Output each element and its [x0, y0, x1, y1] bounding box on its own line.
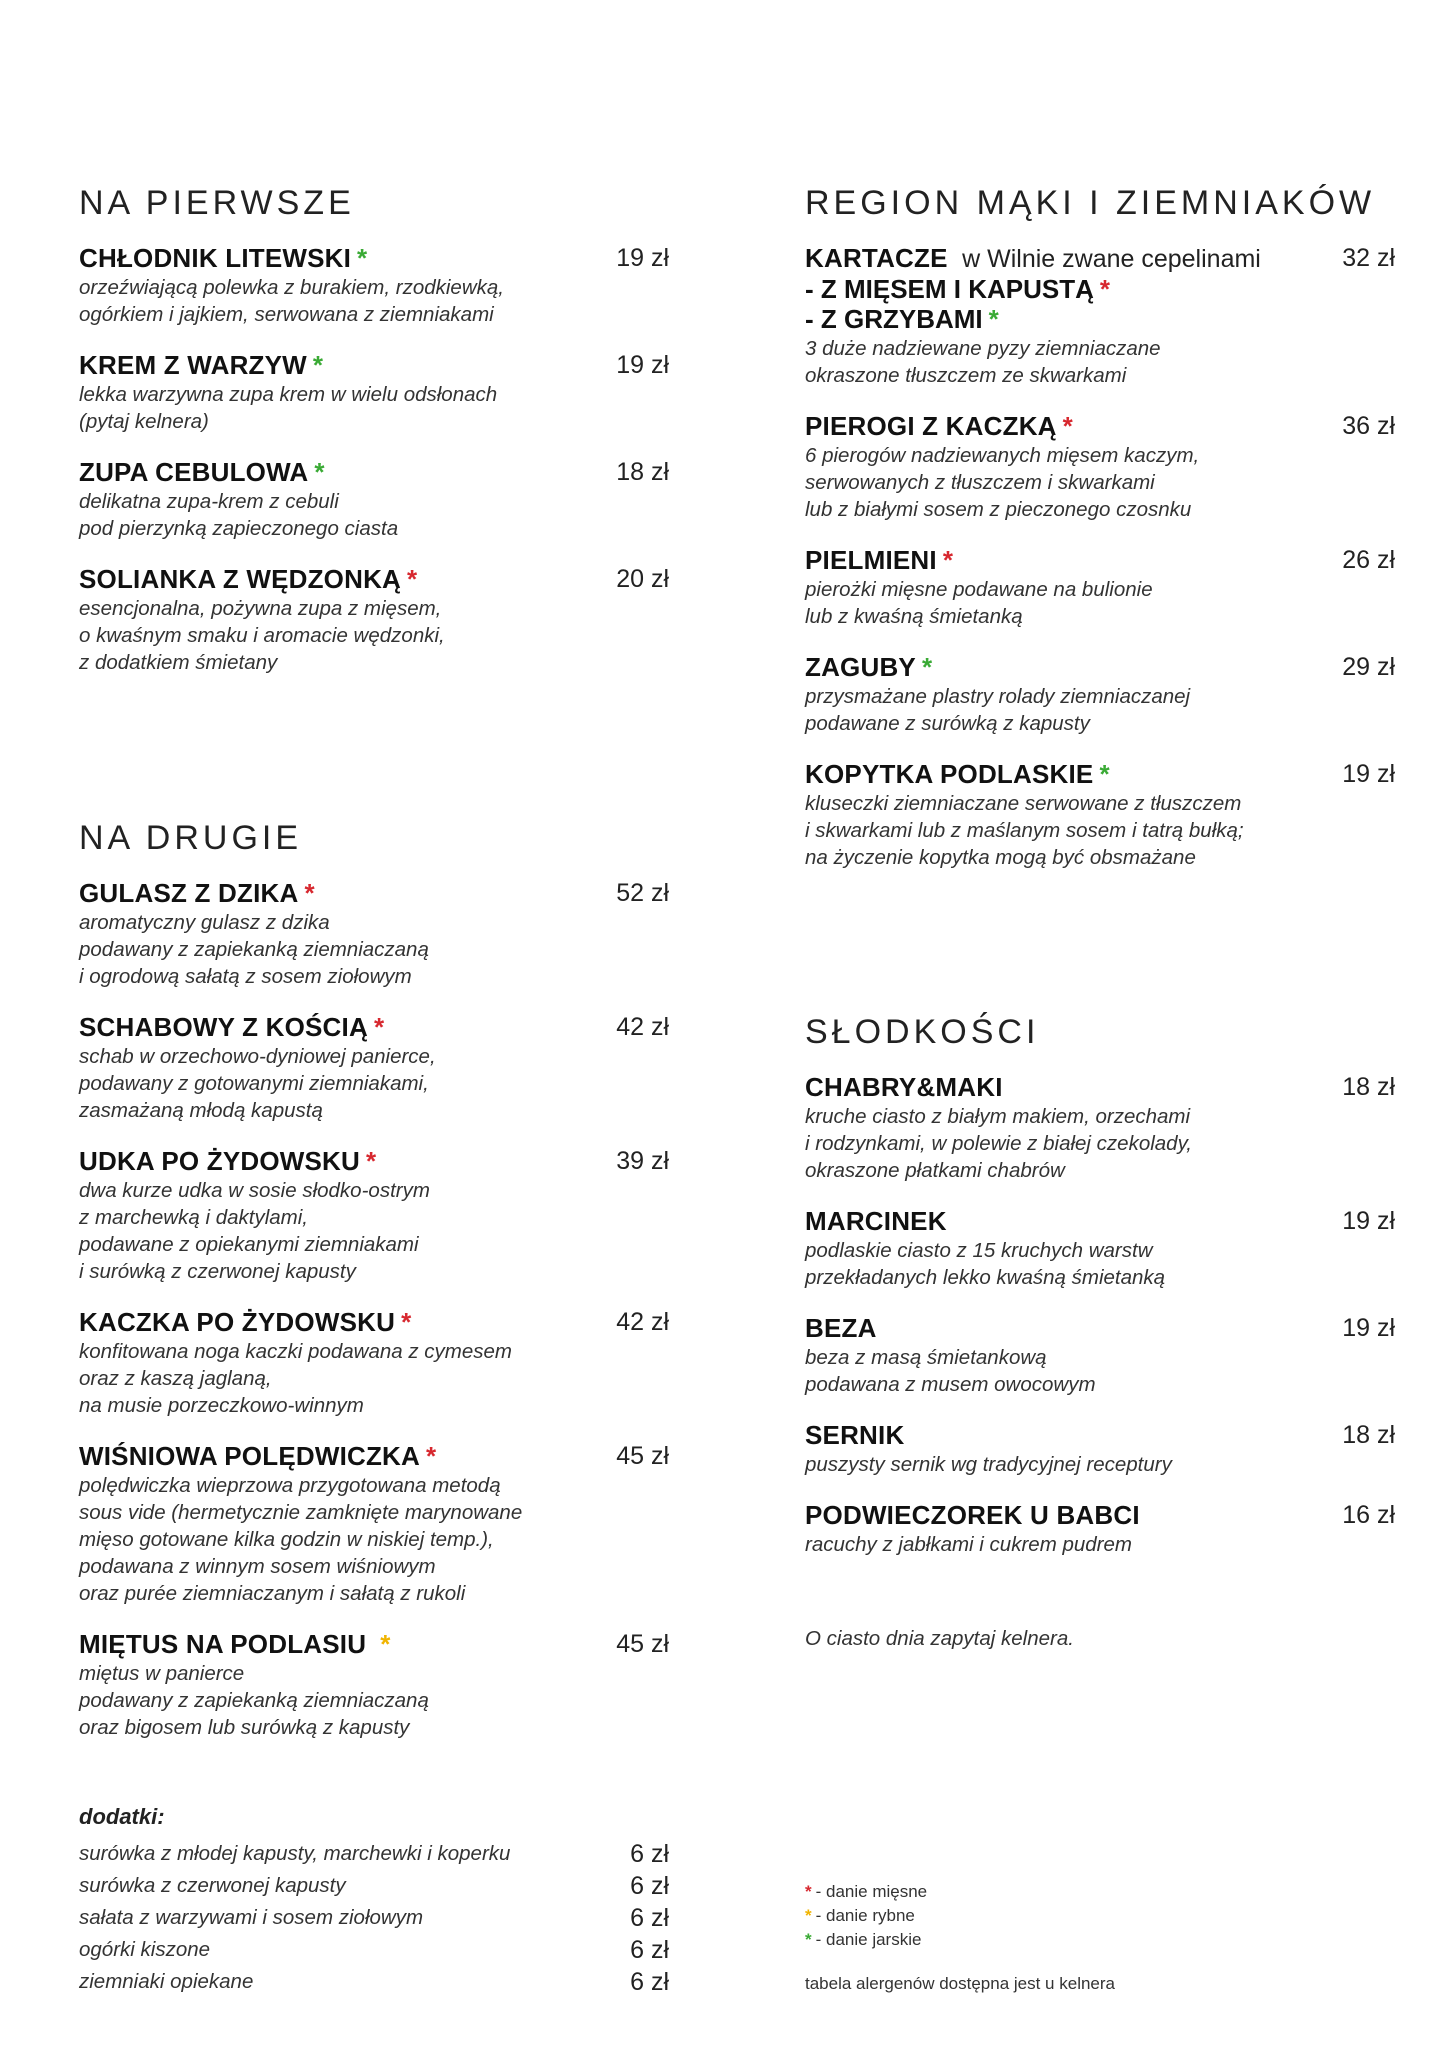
- cake-of-day-note: O ciasto dnia zapytaj kelnera.: [805, 1627, 1074, 1650]
- item-description: lekka warzywna zupa krem w wielu odsłonach (pytaj kelnera): [79, 383, 498, 433]
- item-price: 39 zł: [616, 1147, 669, 1175]
- section-dodatki: [79, 1804, 669, 1998]
- item-name: SCHABOWY Z KOŚCIĄ: [79, 1012, 368, 1042]
- item-description: konfitowana noga kaczki podawana z cymesem oraz z kaszą jaglaną, na musie porzeczkowo-winnym: [79, 1340, 513, 1417]
- veg-star-icon: *: [314, 457, 325, 487]
- item-description: puszysty sernik wg tradycyjnej receptury: [805, 1453, 1172, 1476]
- menu-item: [79, 878, 669, 990]
- item-price: 32 zł: [1342, 244, 1395, 272]
- item-price: 19 zł: [1342, 1314, 1395, 1342]
- variant-name: - Z GRZYBAMI: [805, 304, 983, 334]
- item-name: SOLIANKA Z WĘDZONKĄ: [79, 564, 402, 594]
- veg-star-icon: *: [1099, 759, 1110, 789]
- dodatki-title: dodatki:: [79, 1804, 165, 1829]
- menu-item: [805, 1313, 1395, 1398]
- item-price: 36 zł: [1342, 412, 1395, 440]
- item-name: ZAGUBY: [805, 652, 916, 682]
- item-price: 45 zł: [616, 1630, 669, 1658]
- side-dish-row: [79, 1966, 669, 1998]
- veg-star-icon: *: [921, 652, 933, 682]
- item-name: CHABRY&MAKI: [805, 1072, 1003, 1102]
- item-description: beza z masą śmietankową podawana z musem owocowym: [805, 1346, 1096, 1396]
- menu-item: [805, 411, 1395, 523]
- item-description: aromatyczny gulasz z dzika podawany z zapiekanką ziemniaczaną i ogrodową sałatą z sosem ziołowym: [79, 911, 429, 988]
- side-dish-name: sałata z warzywami i sosem ziołowym: [79, 1906, 424, 1929]
- item-name: BEZA: [805, 1313, 877, 1343]
- allergen-note: tabela alergenów dostępna jest u kelnera: [805, 1974, 1115, 1993]
- side-dish-price: 6 zł: [630, 1904, 669, 1932]
- item-name: KARTACZE: [805, 243, 948, 273]
- item-name: ZUPA CEBULOWA: [79, 457, 309, 487]
- side-dish-row: [79, 1934, 669, 1966]
- menu-item: [805, 1206, 1395, 1291]
- meat-star-icon: *: [407, 564, 418, 594]
- side-dish-price: 6 zł: [630, 1936, 669, 1964]
- menu-item: [79, 1441, 669, 1607]
- item-description: podlaskie ciasto z 15 kruchych warstw przekładanych lekko kwaśną śmietanką: [805, 1239, 1166, 1289]
- item-description: schab w orzechowo-dyniowej panierce, podawany z gotowanymi ziemniakami, zasmażaną młodą kapustą: [79, 1045, 436, 1122]
- item-name: CHŁODNIK LITEWSKI: [79, 243, 352, 273]
- item-description: przysmażane plastry rolady ziemniaczanej podawane z surówką z kapusty: [805, 685, 1191, 735]
- item-name: UDKA PO ŻYDOWSKU: [79, 1146, 361, 1176]
- meat-star-icon: *: [366, 1146, 377, 1176]
- legend-label: - danie rybne: [815, 1906, 915, 1925]
- side-dish-name: ziemniaki opiekane: [79, 1970, 254, 1993]
- item-name: KOPYTKA PODLASKIE: [805, 759, 1094, 789]
- meat-star-icon: *: [401, 1307, 412, 1337]
- item-price: 19 zł: [616, 244, 669, 272]
- menu-item: [805, 652, 1395, 737]
- menu-item: [79, 243, 669, 328]
- variant-line: [805, 304, 1395, 334]
- menu-item: [805, 545, 1395, 630]
- item-name: KREM Z WARZYW: [79, 350, 307, 380]
- meat-star-icon: *: [426, 1441, 437, 1471]
- menu-item: [79, 1307, 669, 1419]
- item-name: PIEROGI Z KACZKĄ: [805, 411, 1057, 441]
- veg-star-icon: *: [312, 350, 324, 380]
- menu-item: [805, 1072, 1395, 1184]
- item-price: 20 zł: [616, 565, 669, 593]
- item-price: 42 zł: [616, 1308, 669, 1336]
- menu-item: [805, 759, 1395, 871]
- item-price: 52 zł: [616, 879, 669, 907]
- item-description: pierożki mięsne podawane na bulionie lub z kwaśną śmietanką: [805, 578, 1153, 628]
- item-price: 18 zł: [616, 458, 669, 486]
- item-description: racuchy z jabłkami i cukrem pudrem: [805, 1533, 1132, 1556]
- item-description: kruche ciasto z białym makiem, orzechami i rodzynkami, w polewie z białej czekolady, okraszone płatkami chabrów: [805, 1105, 1193, 1182]
- item-description: 3 duże nadziewane pyzy ziemniaczane okraszone tłuszczem ze skwarkami: [805, 337, 1161, 387]
- meat-star-icon: *: [304, 878, 315, 908]
- section-slodkosci: [805, 1012, 1395, 1580]
- item-description: esencjonalna, pożywna zupa z mięsem, o kwaśnym smaku i aromacie wędzonki, z dodatkiem śmietany: [79, 597, 445, 674]
- side-dish-row: [79, 1838, 669, 1870]
- variant-name: - Z MIĘSEM I KAPUSTĄ: [805, 274, 1094, 304]
- item-price: 45 zł: [616, 1442, 669, 1470]
- section-title: NA DRUGIE: [79, 819, 303, 857]
- section-na-pierwsze: [79, 183, 669, 698]
- item-price: 42 zł: [616, 1013, 669, 1041]
- menu-item: [805, 243, 1395, 389]
- section-na-drugie: [79, 818, 669, 1763]
- side-dish-price: 6 zł: [630, 1872, 669, 1900]
- item-subname: w Wilnie zwane cepelinami: [962, 245, 1261, 273]
- meat-star-icon: *: [1062, 411, 1073, 441]
- side-dish-price: 6 zł: [630, 1840, 669, 1868]
- side-dish-row: [79, 1902, 669, 1934]
- item-name: PODWIECZOREK U BABCI: [805, 1500, 1140, 1530]
- menu-item: [805, 1420, 1395, 1478]
- fish-star-icon: *: [805, 1906, 812, 1925]
- legend-row-meat: [805, 1880, 1395, 1904]
- section-title: NA PIERWSZE: [79, 184, 355, 222]
- item-name: MIĘTUS NA PODLASIU: [79, 1629, 367, 1659]
- item-price: 18 zł: [1342, 1421, 1395, 1449]
- meat-star-icon: *: [805, 1882, 812, 1901]
- side-dish-row: [79, 1870, 669, 1902]
- item-name: SERNIK: [805, 1420, 905, 1450]
- item-description: miętus w panierce podawany z zapiekanką ziemniaczaną oraz bigosem lub surówką z kapusty: [79, 1662, 429, 1739]
- legend-label: - danie jarskie: [815, 1930, 922, 1949]
- side-dish-price: 6 zł: [630, 1968, 669, 1996]
- item-name: KACZKA PO ŻYDOWSKU: [79, 1307, 396, 1337]
- item-price: 16 zł: [1342, 1501, 1395, 1529]
- item-name: MARCINEK: [805, 1206, 947, 1236]
- side-dish-name: surówka z czerwonej kapusty: [79, 1874, 346, 1897]
- menu-item: [79, 564, 669, 676]
- meat-star-icon: *: [1099, 274, 1111, 304]
- item-description: 6 pierogów nadziewanych mięsem kaczym, serwowanych z tłuszczem i skwarkami lub z białymi sosem z pieczonego czosnku: [805, 444, 1200, 521]
- menu-item: [79, 457, 669, 542]
- meat-star-icon: *: [373, 1012, 385, 1042]
- item-description: kluseczki ziemniaczane serwowane z tłuszczem i skwarkami lub z maślanym sosem i tatrą bułką; na życzenie kopytka mogą być obsmażane: [805, 792, 1244, 869]
- item-description: orzeźwiającą polewka z burakiem, rzodkiewką, ogórkiem i jajkiem, serwowana z ziemniakami: [79, 276, 504, 326]
- item-price: 29 zł: [1342, 653, 1395, 681]
- menu-item: [79, 1146, 669, 1285]
- item-description: delikatna zupa-krem z cebuli pod pierzynką zapieczonego ciasta: [79, 490, 399, 540]
- item-name: WIŚNIOWA POLĘDWICZKA: [79, 1441, 421, 1471]
- meat-star-icon: *: [942, 545, 953, 575]
- menu-item: [79, 350, 669, 435]
- menu-item: [805, 1500, 1395, 1558]
- veg-star-icon: *: [988, 304, 999, 334]
- section-title: SŁODKOŚCI: [805, 1013, 1040, 1051]
- fish-star-icon: *: [380, 1629, 391, 1659]
- legend-row-veg: [805, 1928, 1395, 1952]
- menu-item: [79, 1012, 669, 1124]
- item-description: dwa kurze udka w sosie słodko-ostrym z marchewką i daktylami, podawane z opiekanymi ziemniakami i surówką z czerwonej kapusty: [79, 1179, 430, 1283]
- side-dish-name: surówka z młodej kapusty, marchewki i koperku: [79, 1842, 511, 1865]
- legend-row-fish: [805, 1904, 1395, 1928]
- legend: [805, 1880, 1395, 1994]
- item-price: 19 zł: [1342, 1207, 1395, 1235]
- item-description: polędwiczka wieprzowa przygotowana metodą sous vide (hermetycznie zamknięte marynowane mięso gotowane kilka godzin w niskiej temp.), podawana z winnym sosem wiśniowym oraz purée ziemniaczanym i sałatą z rukoli: [79, 1474, 523, 1605]
- menu-item: [79, 1629, 669, 1741]
- side-dish-name: ogórki kiszone: [79, 1938, 211, 1961]
- section-title: REGION MĄKI I ZIEMNIAKÓW: [805, 184, 1376, 222]
- item-price: 26 zł: [1342, 546, 1395, 574]
- item-price: 18 zł: [1342, 1073, 1395, 1101]
- item-price: 19 zł: [1342, 760, 1395, 788]
- legend-label: - danie mięsne: [815, 1882, 928, 1901]
- veg-star-icon: *: [805, 1930, 812, 1949]
- item-name: GULASZ Z DZIKA: [79, 878, 299, 908]
- variant-line: [805, 274, 1395, 304]
- section-region: [805, 183, 1395, 893]
- veg-star-icon: *: [357, 243, 368, 273]
- item-price: 19 zł: [616, 351, 669, 379]
- item-name: PIELMIENI: [805, 545, 937, 575]
